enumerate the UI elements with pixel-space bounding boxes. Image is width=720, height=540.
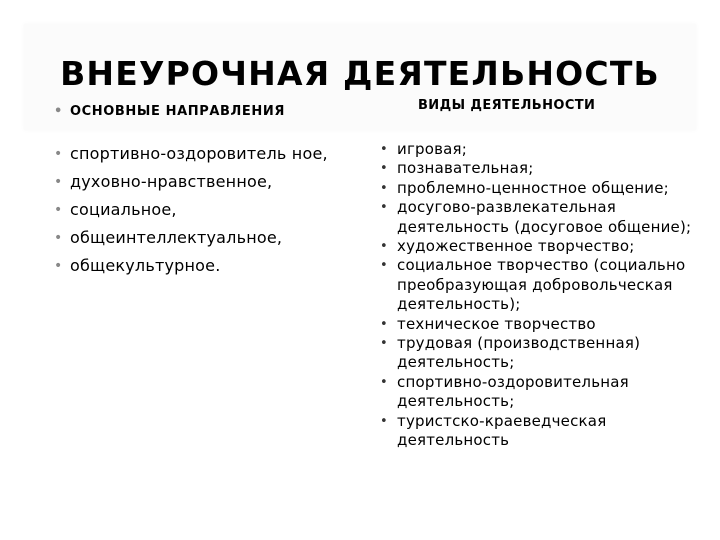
list-item [380,315,700,334]
list-item-text: техническое творчество [397,314,596,333]
list-item-text: туристско-краеведческая деятельность [397,411,607,450]
directions-list [54,144,354,276]
list-item [54,172,354,192]
bullet-icon: • [54,230,63,246]
left-column [54,102,354,284]
bullet-icon: • [54,202,63,218]
list-item [380,412,700,451]
list-item-text: игровая; [397,140,468,158]
list-item-text: спортивно-оздоровительная деятельность; [397,372,629,411]
bullet-icon: • [380,142,388,157]
bullet-icon: • [380,374,388,390]
bullet-icon: • [380,413,388,429]
bullet-icon: • [54,146,63,162]
right-column-heading: ВИДЫ ДЕЯТЕЛЬНОСТИ [418,98,596,113]
list-item-text: художественное творчество; [397,237,635,256]
list-item-text: общеинтеллектуальное, [70,228,283,247]
bullet-icon: • [54,258,63,274]
bullet-icon: • [54,104,63,119]
bullet-icon: • [54,174,63,190]
list-item-text: социальное творчество (социально преобразующая добровольческая деятельность); [397,256,686,314]
list-item-text: общекультурное. [70,256,221,275]
list-item-text: проблемно-ценностное общение; [397,178,669,197]
bullet-icon: • [380,180,388,196]
list-item [380,159,700,178]
bullet-icon: • [380,336,388,352]
list-item [380,237,700,256]
list-item [380,198,700,237]
bullet-icon: • [380,200,388,216]
list-item [54,200,354,220]
slide-title: ВНЕУРОЧНАЯ ДЕЯТЕЛЬНОСТЬ [60,54,660,93]
list-item [54,256,354,276]
list-item-text: познавательная; [397,159,534,178]
list-item-text: трудовая (производственная) деятельность; [397,334,641,372]
list-item-text: досугово-развлекательная деятельность (досуговое общение); [397,198,692,236]
bullet-icon: • [380,258,388,274]
bullet-icon: • [380,161,388,177]
list-item [380,179,700,198]
list-item [380,373,700,412]
list-item-text: спортивно-оздоровитель ное, [70,144,328,163]
left-column-heading [54,102,354,122]
right-column [380,96,700,451]
list-item [380,140,700,159]
list-item-text: социальное, [70,200,177,219]
list-item [54,228,354,248]
bullet-icon: • [380,316,388,332]
bullet-icon: • [380,239,388,255]
list-item [380,334,700,373]
list-item [54,144,354,164]
activities-list [380,140,700,451]
list-item [380,256,700,314]
list-item-text: духовно-нравственное, [70,172,273,191]
left-heading-text: ОСНОВНЫЕ НАПРАВЛЕНИЯ [70,104,285,119]
